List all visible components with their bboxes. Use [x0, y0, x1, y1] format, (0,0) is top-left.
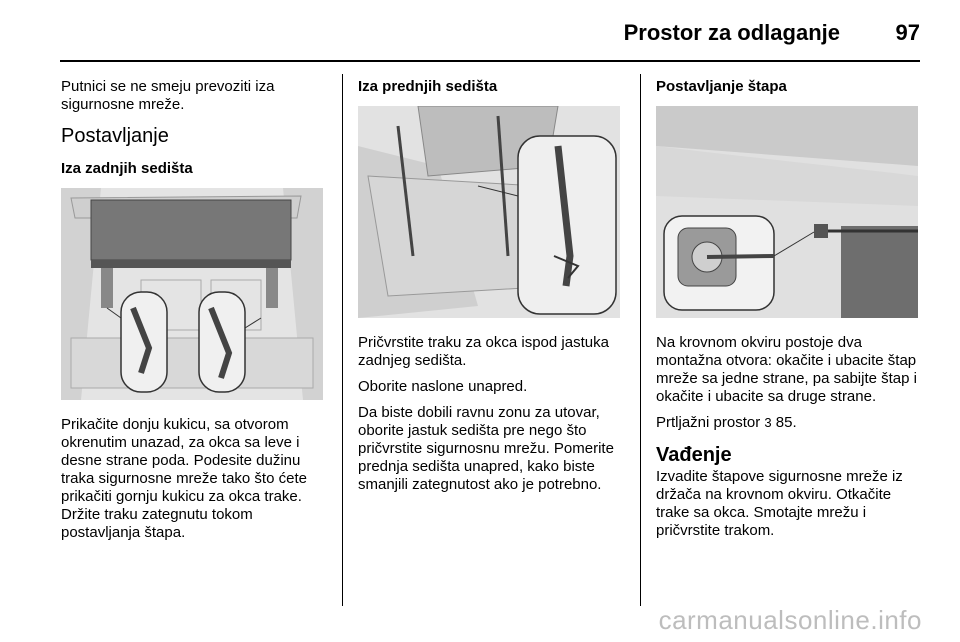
front-seats-step-3: Da biste dobili ravnu zonu za utovar, oborite jastuk sedišta pre nego što pričvrstite sigurnosnu mrežu. Pomerite prednja sedišta unapred, kako biste smanjili zategnutost ako je potrebno. [358, 404, 614, 493]
watermark-text: carmanualsonline.info [658, 605, 922, 635]
page-number: 97 [895, 20, 920, 45]
column-3 [656, 78, 922, 548]
page-header [60, 0, 920, 62]
subsection-title-rear-seats: Iza zadnjih sedišta [61, 160, 193, 177]
rear-seats-illustration [61, 188, 323, 400]
cross-reference-text: Prtljažni prostor [656, 414, 761, 431]
column-2 [358, 78, 624, 502]
removal-instructions: Izvadite štapove sigurnosne mreže iz držača na krovnom okviru. Otkačite trake sa okca. Smotajte mrežu i pričvrstite trakom. [656, 468, 903, 539]
section-title-removal: Vađenje [656, 444, 732, 466]
rod-installation-illustration [656, 106, 918, 318]
rear-seats-instructions: Prikačite donju kukicu, sa otvorom okrenutim unazad, za okca sa leve i desne strane poda. Podesite dužinu traka sigurnosne mreže tako što ćete prikačiti gornju kukicu za okca trake. Držite traku zategnutu tokom postavljanja štapa. [61, 416, 307, 541]
arrow-right-icon: 3 [764, 415, 772, 430]
front-seats-step-2: Oborite naslone unapred. [358, 378, 528, 395]
column-1 [61, 78, 327, 550]
column-divider [640, 74, 641, 606]
front-seats-step-1: Pričvrstite traku za okca ispod jastuka zadnjeg sedišta. [358, 334, 609, 369]
cross-reference-page: 85. [775, 414, 797, 431]
cross-reference[interactable] [656, 414, 922, 432]
intro-paragraph: Putnici se ne smeju prevoziti iza sigurnosne mreže. [61, 78, 275, 113]
subsection-title-rod-installation: Postavljanje štapa [656, 78, 787, 95]
column-divider [342, 74, 343, 606]
subsection-title-front-seats: Iza prednjih sedišta [358, 78, 498, 95]
front-seats-illustration [358, 106, 620, 318]
section-title-installation: Postavljanje [61, 125, 169, 147]
page-title: Prostor za odlaganje [623, 20, 840, 45]
rod-installation-instructions: Na krovnom okviru postoje dva montažna otvora: okačite i ubacite štap mreže sa jedne strane, pa sabijte štap i okačite i ubacite sa druge strane. [656, 334, 917, 405]
